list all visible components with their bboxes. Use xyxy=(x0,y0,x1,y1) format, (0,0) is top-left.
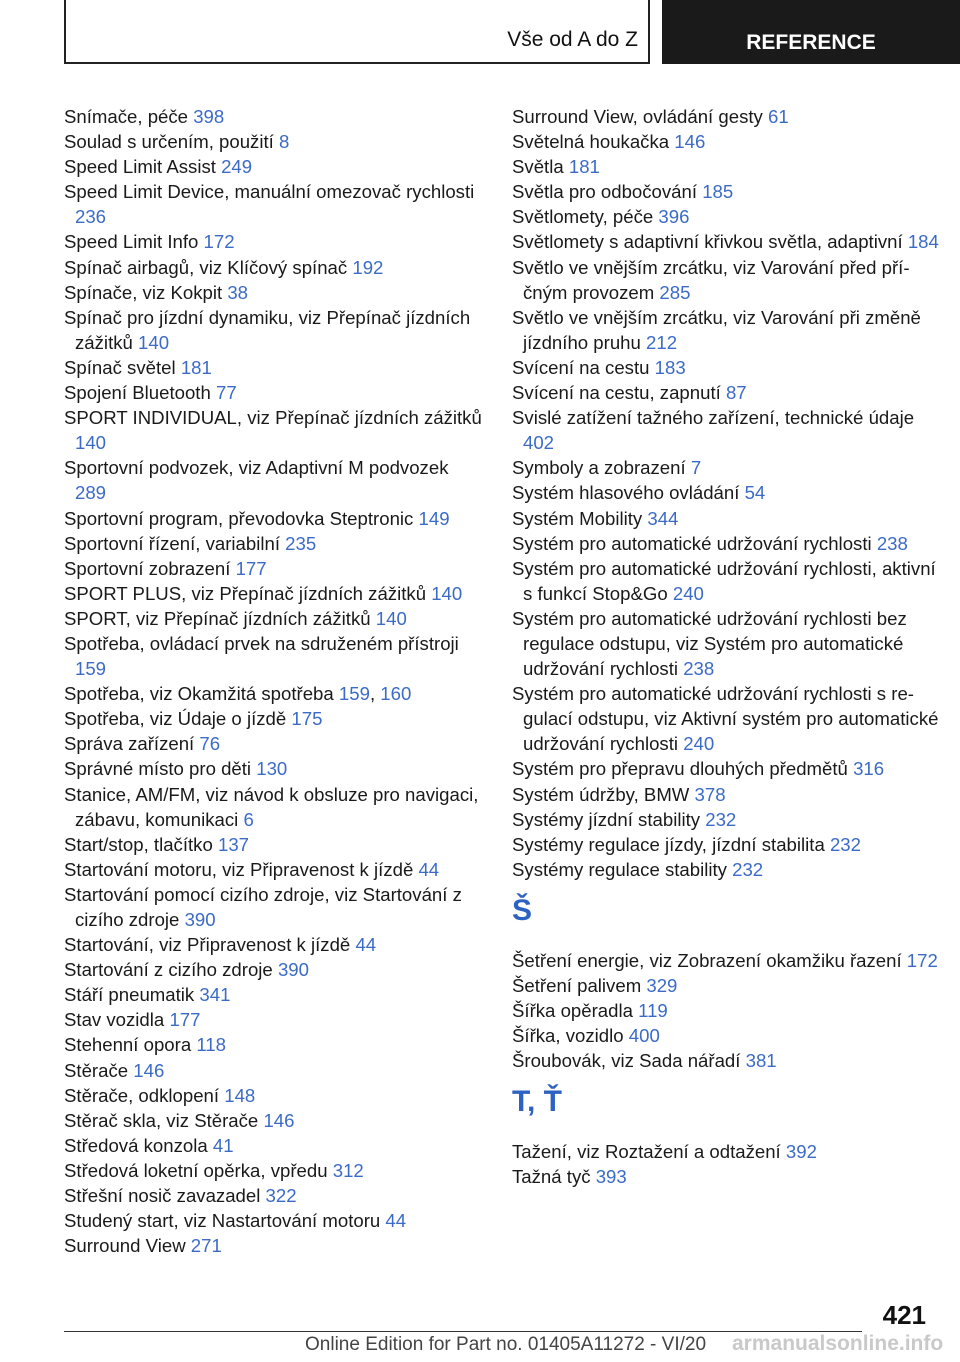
index-term: Startování, viz Připravenost k jízdě xyxy=(64,934,351,956)
page-link[interactable]: 177 xyxy=(169,1009,201,1031)
page-link[interactable]: 285 xyxy=(659,281,691,303)
index-term: Surround View xyxy=(64,1235,186,1257)
index-entry xyxy=(64,129,484,154)
page-link[interactable]: 396 xyxy=(658,206,690,228)
page-link[interactable]: 159 xyxy=(75,658,107,680)
index-entry: Spotřeba, viz Okamžitá spotřeba 159, 160 xyxy=(64,683,412,705)
index-entry xyxy=(512,506,942,531)
page-link[interactable]: 289 xyxy=(75,482,107,504)
index-term: Speed Limit Info xyxy=(64,231,199,253)
index-entry xyxy=(64,154,484,179)
index-entry xyxy=(64,882,484,932)
page-link[interactable]: 232 xyxy=(829,833,861,855)
index-entry xyxy=(512,154,942,179)
page-link[interactable]: 77 xyxy=(215,382,237,404)
page-link[interactable]: 159 xyxy=(338,683,370,705)
edition-text: Online Edition for Part no. 01405A11272 - VI/20 xyxy=(305,1334,707,1355)
index-entry xyxy=(64,857,484,882)
index-entry xyxy=(64,355,484,380)
page-link[interactable]: 393 xyxy=(595,1166,627,1188)
index-letter-heading: T, Ť xyxy=(512,1085,562,1119)
index-term: Systém pro přepravu dlouhých předmětů xyxy=(512,758,848,780)
index-term: Sportovní řízení, variabilní xyxy=(64,532,280,554)
index-entry xyxy=(64,631,484,681)
index-term: Světla pro odbočování xyxy=(512,181,698,203)
index-term: Spojení Bluetooth xyxy=(64,382,211,404)
page-link[interactable]: 322 xyxy=(265,1185,297,1207)
index-entry xyxy=(64,179,484,229)
page-link[interactable]: 44 xyxy=(385,1210,407,1232)
index-entry xyxy=(64,756,484,781)
page-link[interactable]: 316 xyxy=(853,758,885,780)
page-link[interactable]: 232 xyxy=(705,808,737,830)
index-term: Studený start, viz Nastartování motoru xyxy=(64,1210,381,1232)
page-number: 421 xyxy=(882,1300,926,1330)
index-term: Světelná houkačka xyxy=(512,131,670,153)
index-term: Symboly a zobrazení xyxy=(512,457,686,479)
index-entry xyxy=(512,104,942,129)
index-term: Středová konzola xyxy=(64,1134,208,1156)
index-entry xyxy=(512,756,942,781)
index-entry xyxy=(64,706,484,731)
index-entry xyxy=(64,556,484,581)
index-entry xyxy=(64,982,484,1007)
index-entry xyxy=(64,957,484,982)
page-link[interactable]: 240 xyxy=(683,733,715,755)
page-link[interactable]: 185 xyxy=(702,181,734,203)
index-entry xyxy=(64,455,484,505)
page-link[interactable]: 148 xyxy=(224,1084,256,1106)
page-link[interactable]: 177 xyxy=(235,557,267,579)
index-entry xyxy=(512,948,942,973)
index-term: Šetření palivem xyxy=(512,975,642,996)
page-link[interactable]: 181 xyxy=(568,156,600,178)
section-title: Vše od A do Z xyxy=(507,28,638,51)
index-term: Správné místo pro děti xyxy=(64,758,252,780)
index-term: Systémy jízdní stability xyxy=(512,808,701,830)
index-entry xyxy=(64,255,484,280)
index-term: Světlo ve vnějším zrcátku, viz Varování před příčným provozem xyxy=(512,256,910,303)
index-entry xyxy=(512,480,942,505)
index-term: Stěrače, odklopení xyxy=(64,1084,220,1106)
index-entry xyxy=(64,1233,484,1258)
page-link[interactable]: 249 xyxy=(221,156,253,178)
index-term: Sportovní program, převodovka Steptronic xyxy=(64,507,414,529)
page-link[interactable]: 7 xyxy=(690,457,702,479)
index-term: Start/stop, tlačítko xyxy=(64,833,213,855)
page-link[interactable]: 192 xyxy=(352,256,384,278)
page-link[interactable]: 76 xyxy=(199,733,221,755)
index-entry xyxy=(512,204,942,229)
index-term: Speed Limit Device, manuální omezovač rychlosti xyxy=(64,181,475,203)
index-term: Sportovní zobrazení xyxy=(64,557,231,579)
page-link[interactable]: 61 xyxy=(768,106,789,127)
index-term: Šířka, vozidlo xyxy=(512,1025,624,1047)
index-term: Stáří pneumatik xyxy=(64,984,195,1006)
index-term: Světlomety s adaptivní křivkou světla, adaptivní xyxy=(512,231,903,253)
header-rule-bottom xyxy=(64,62,650,64)
page-link[interactable]: 398 xyxy=(193,106,225,127)
index-term: Střešní nosič zavazadel xyxy=(64,1185,261,1207)
page-link[interactable]: 6 xyxy=(243,808,254,830)
page-link[interactable]: 41 xyxy=(212,1134,234,1156)
index-entry xyxy=(512,531,942,556)
index-entry xyxy=(512,1048,942,1073)
index-term: Spínače, viz Kokpit xyxy=(64,281,223,303)
page-link[interactable]: 181 xyxy=(180,356,212,378)
page-link[interactable]: 160 xyxy=(380,683,412,705)
page-link[interactable]: 378 xyxy=(694,783,726,805)
index-term: Systém pro automatické udržování rychlosti xyxy=(512,532,872,554)
index-term: Systém pro automatické udržování rychlosti, aktivní s funkcí Stop&Go xyxy=(512,557,936,604)
index-entry xyxy=(512,255,942,305)
index-term: Světla xyxy=(512,156,564,178)
index-term: Šetření energie, viz Zobrazení okamžiku řazení xyxy=(512,949,902,971)
index-entry xyxy=(64,229,484,254)
index-entry xyxy=(64,1058,484,1083)
index-term: Sportovní podvozek, viz Adaptivní M podvozek xyxy=(64,457,449,479)
index-entry xyxy=(512,998,942,1023)
index-term: Tažná tyč xyxy=(512,1166,591,1188)
index-column-right xyxy=(512,104,942,1190)
index-entry xyxy=(64,380,484,405)
page-link[interactable]: 390 xyxy=(184,909,216,930)
index-entry xyxy=(64,405,484,455)
index-term: Svícení na cestu xyxy=(512,356,650,378)
index-entry xyxy=(512,380,942,405)
index-term: Systém pro automatické udržování rychlosti bez regulace odstupu, viz Systém pro automatické udržování rychlosti xyxy=(512,607,907,680)
index-entry xyxy=(64,1108,484,1133)
header-rule-left xyxy=(64,0,66,64)
watermark: armanualsonline.info xyxy=(732,1332,944,1355)
index-term: Systém pro automatické udržování rychlosti s regulací odstupu, viz Aktivní systém pro automatické udržování rychlosti xyxy=(512,683,939,755)
index-term: SPORT, viz Přepínač jízdních zážitků xyxy=(64,607,371,629)
index-term: Spotřeba, viz Okamžitá spotřeba xyxy=(64,683,334,705)
page-link[interactable]: 344 xyxy=(647,507,679,529)
header-rule-divider xyxy=(648,0,650,64)
index-entry xyxy=(64,606,484,631)
page-link[interactable]: 271 xyxy=(190,1235,222,1257)
page-link[interactable]: 44 xyxy=(418,858,440,880)
index-term: Startování z cizího zdroje xyxy=(64,959,273,981)
index-entry xyxy=(512,1023,942,1048)
index-entry xyxy=(64,506,484,531)
page-link[interactable]: 312 xyxy=(332,1159,364,1181)
index-term: Soulad s určením, použití xyxy=(64,131,274,153)
index-entry xyxy=(64,1183,484,1208)
page-link[interactable]: 140 xyxy=(75,432,107,454)
index-entry xyxy=(512,681,942,756)
page-link[interactable]: 390 xyxy=(277,959,309,981)
index-entry xyxy=(512,305,942,355)
index-term: Tažení, viz Roztažení a odtažení xyxy=(512,1141,781,1163)
index-entry xyxy=(64,782,484,832)
page-link[interactable]: 232 xyxy=(732,858,764,880)
page-link[interactable]: 140 xyxy=(431,582,463,604)
index-entry xyxy=(64,932,484,957)
index-entry xyxy=(512,405,942,455)
index-entry xyxy=(512,807,942,832)
page-link[interactable]: 381 xyxy=(745,1050,777,1072)
index-entry xyxy=(64,1133,484,1158)
index-entry xyxy=(64,581,484,606)
page-link[interactable]: 400 xyxy=(628,1025,660,1047)
page-link[interactable]: 341 xyxy=(199,984,231,1006)
index-entry xyxy=(64,1158,484,1183)
index-entry xyxy=(64,280,484,305)
page-link[interactable]: 183 xyxy=(654,356,686,378)
page-link[interactable]: 175 xyxy=(291,708,323,730)
index-term: Startování motoru, viz Připravenost k jízdě xyxy=(64,858,414,880)
index-entry xyxy=(512,832,942,857)
index-term: Stanice, AM/FM, viz návod k obsluze pro navigaci, zábavu, komunikaci xyxy=(64,783,479,830)
page-link[interactable]: 146 xyxy=(133,1059,165,1081)
page-link[interactable]: 118 xyxy=(196,1034,226,1056)
page-link[interactable]: 402 xyxy=(523,432,555,454)
index-entry xyxy=(64,305,484,355)
page-link[interactable]: 172 xyxy=(906,949,938,971)
index-entry xyxy=(512,355,942,380)
index-term: Spotřeba, viz Údaje o jízdě xyxy=(64,708,287,730)
index-entry xyxy=(512,1139,942,1164)
index-entry xyxy=(512,129,942,154)
index-term: Šířka opěradla xyxy=(512,1000,633,1022)
index-term: Svislé zatížení tažného zařízení, technické údaje xyxy=(512,407,915,429)
index-entry xyxy=(64,1208,484,1233)
page-link[interactable]: 146 xyxy=(263,1109,295,1131)
index-entry xyxy=(512,229,942,254)
index-term: Spínač airbagů, viz Klíčový spínač xyxy=(64,256,348,278)
index-entry xyxy=(512,1164,942,1189)
index-term: Spínač světel xyxy=(64,356,176,378)
index-term: Speed Limit Assist xyxy=(64,156,216,178)
index-term: Systém hlasového ovládání xyxy=(512,482,740,504)
index-term: Spotřeba, ovládací prvek na sdruženém přístroji xyxy=(64,632,459,654)
index-column-left xyxy=(64,104,484,1258)
page-link[interactable]: 212 xyxy=(646,331,678,353)
page-link[interactable]: 44 xyxy=(355,934,377,956)
page-link[interactable]: 392 xyxy=(785,1141,817,1163)
page-link[interactable]: 235 xyxy=(285,532,317,554)
index-term: Systémy regulace jízdy, jízdní stabilita xyxy=(512,833,825,855)
index-term: Surround View, ovládání gesty xyxy=(512,106,763,127)
index-term: Středová loketní opěrka, vpředu xyxy=(64,1159,328,1181)
index-term: SPORT INDIVIDUAL, viz Přepínač jízdních zážitků xyxy=(64,407,482,429)
index-entry xyxy=(512,179,942,204)
index-term: Systém údržby, BMW xyxy=(512,783,690,805)
page-link[interactable]: 140 xyxy=(375,607,407,629)
index-term: Svícení na cestu, zapnutí xyxy=(512,382,721,404)
page-link[interactable]: 87 xyxy=(725,382,747,404)
index-entry xyxy=(64,531,484,556)
index-entry xyxy=(64,1007,484,1032)
index-term: Systém Mobility xyxy=(512,507,643,529)
page-link[interactable]: 8 xyxy=(278,131,290,153)
index-term: Systémy regulace stability xyxy=(512,858,727,880)
index-entry xyxy=(512,606,942,681)
page-link[interactable]: 146 xyxy=(674,131,706,153)
index-term: Snímače, péče xyxy=(64,106,189,127)
page-link[interactable]: 54 xyxy=(744,482,766,504)
page-link[interactable]: 329 xyxy=(646,975,678,996)
page-link[interactable]: 238 xyxy=(876,532,908,554)
index-term: Spínač pro jízdní dynamiku, viz Přepínač jízdních zážitků xyxy=(64,306,471,353)
page-link[interactable]: 236 xyxy=(75,206,107,228)
index-term: Stěrače xyxy=(64,1059,129,1081)
index-term: Světlo ve vnějším zrcátku, viz Varování při změně jízdního pruhu xyxy=(512,306,921,353)
page-link[interactable]: 119 xyxy=(638,1000,668,1022)
page-link[interactable]: 140 xyxy=(138,331,170,353)
index-entry xyxy=(512,556,942,606)
index-entry xyxy=(64,104,484,129)
index-entry xyxy=(64,1083,484,1108)
index-entry xyxy=(512,973,942,998)
index-entry xyxy=(512,857,942,882)
page-link[interactable]: 137 xyxy=(218,833,250,855)
index-entry xyxy=(512,455,942,480)
index-entry xyxy=(64,832,484,857)
index-entry xyxy=(64,731,484,756)
page-link[interactable]: 130 xyxy=(256,758,288,780)
page-link[interactable]: 238 xyxy=(683,658,715,680)
index-entry xyxy=(512,782,942,807)
index-term: Světlomety, péče xyxy=(512,206,654,228)
index-term: Startování pomocí cizího zdroje, viz Startování z cizího zdroje xyxy=(64,883,462,930)
index-term: Stěrač skla, viz Stěrače xyxy=(64,1109,259,1131)
index-term: Stehenní opora xyxy=(64,1034,192,1056)
reference-tab[interactable]: REFERENCE xyxy=(662,0,960,64)
index-entry xyxy=(64,1032,484,1057)
index-term: Stav vozidla xyxy=(64,1009,165,1031)
index-letter-heading: Š xyxy=(512,893,533,927)
page-link[interactable]: 38 xyxy=(227,281,248,303)
index-term: Šroubovák, viz Sada nářadí xyxy=(512,1050,741,1072)
page-link[interactable]: 172 xyxy=(203,231,235,253)
page-header xyxy=(0,0,960,64)
page-link[interactable]: 240 xyxy=(672,582,704,604)
page-link[interactable]: 149 xyxy=(418,507,450,529)
index-term: Správa zařízení xyxy=(64,733,195,755)
index-term: SPORT PLUS, viz Přepínač jízdních zážitků xyxy=(64,582,427,604)
page-link[interactable]: 184 xyxy=(907,231,939,253)
